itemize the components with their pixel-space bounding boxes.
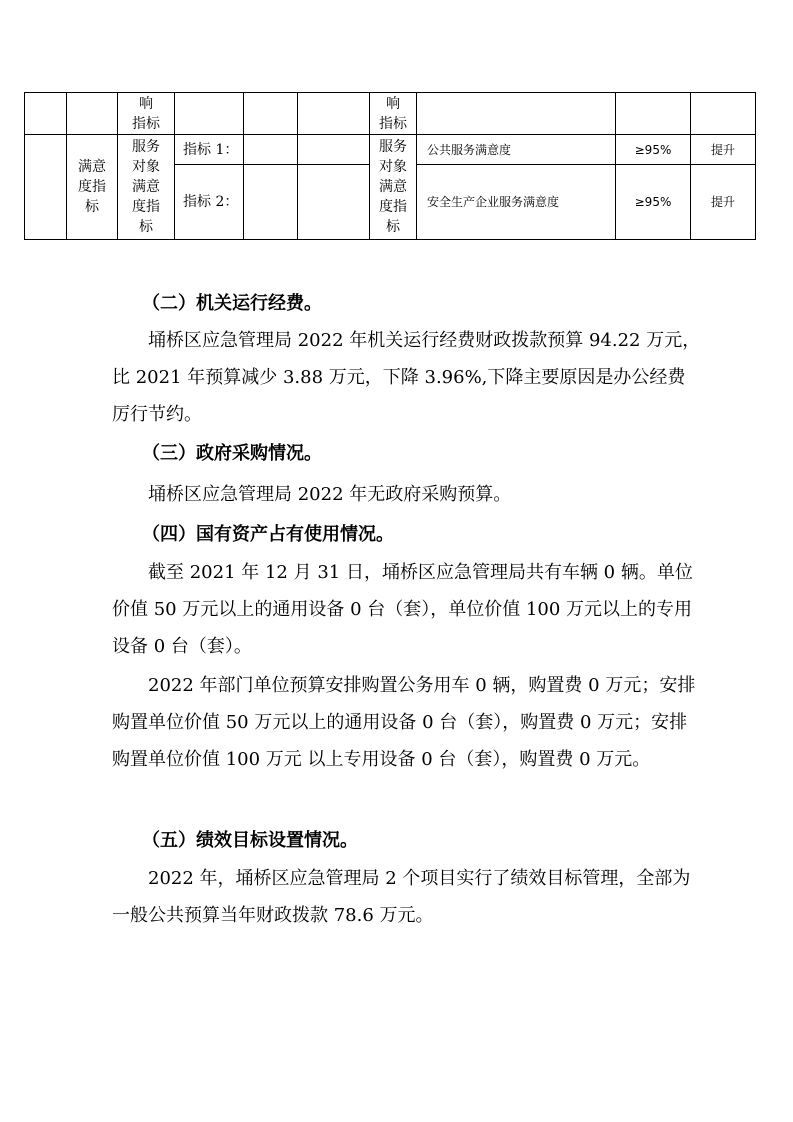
cell-text: 指标 1： bbox=[183, 141, 239, 158]
section-heading: （三）政府采购情况。 bbox=[142, 443, 322, 464]
table-cell bbox=[67, 135, 118, 240]
table-cell bbox=[175, 93, 244, 135]
table-cell bbox=[298, 93, 370, 135]
paragraph: 截至 2021 年 12 月 31 日，埇桥区应急管理局共有车辆 0 辆。单位价值 50 万元以上的通用设备 0 台（套），单位价值 100 万元以上的专用设备 0 台（套）。 bbox=[112, 562, 693, 657]
table-row bbox=[25, 93, 756, 135]
cell-text: ≥95% bbox=[634, 195, 672, 209]
cell-text: 响 指标 bbox=[379, 95, 407, 132]
paragraph: 2022 年，埇桥区应急管理局 2 个项目实行了绩效目标管理，全部为一般公共预算当年财政拨款 78.6 万元。 bbox=[112, 868, 691, 926]
table-cell bbox=[417, 93, 616, 135]
table-cell bbox=[616, 93, 691, 135]
table-cell bbox=[118, 135, 175, 240]
table-cell bbox=[67, 93, 118, 135]
cell-text: 提升 bbox=[710, 142, 735, 157]
table-cell bbox=[691, 165, 756, 240]
table-cell bbox=[118, 93, 175, 135]
table-cell bbox=[616, 165, 691, 240]
cell-text: 满意 度指 标 bbox=[78, 159, 106, 215]
table-cell bbox=[417, 165, 616, 240]
cell-text: 服务 对象 满意 度指 标 bbox=[379, 139, 407, 235]
paragraph: 2022 年部门单位预算安排购置公务用车 0 辆，购置费 0 万元；安排购置单位价值 50 万元以上的通用设备 0 台（套），购置费 0 万元；安排购置单位价值 100 万元 以上专用设备 0 台（套），购置费 0 万元。 bbox=[112, 675, 696, 770]
table-cell bbox=[370, 135, 417, 240]
performance-table bbox=[24, 92, 756, 240]
cell-text: 公共服务满意度 bbox=[427, 142, 512, 157]
cell-text: 提升 bbox=[710, 195, 735, 209]
table-cell bbox=[370, 93, 417, 135]
table-cell bbox=[244, 165, 298, 240]
table-cell bbox=[175, 135, 244, 165]
table-cell bbox=[691, 93, 756, 135]
paragraph: 埇桥区应急管理局 2022 年机关运行经费财政拨款预算 94.22 万元，比 2021 年预算减少 3.88 万元，下降 3.96%,下降主要原因是办公经费厉行节约。 bbox=[112, 330, 701, 425]
table-cell bbox=[244, 93, 298, 135]
cell-text: 服务 对象 满意 度指 标 bbox=[132, 139, 160, 235]
table-cell bbox=[417, 135, 616, 165]
cell-text: 安全生产企业服务满意度 bbox=[427, 195, 560, 209]
table-cell bbox=[298, 165, 370, 240]
cell-text: 指标 2： bbox=[183, 194, 239, 210]
section-heading: （二）机关运行经费。 bbox=[142, 293, 322, 314]
paragraph: 埇桥区应急管理局 2022 年无政府采购预算。 bbox=[148, 484, 512, 505]
table-cell bbox=[616, 135, 691, 165]
section-heading: （四）国有资产占有使用情况。 bbox=[142, 524, 394, 545]
cell-text: 响 指标 bbox=[132, 95, 160, 132]
table-cell bbox=[244, 135, 298, 165]
section-heading: （五）绩效目标设置情况。 bbox=[142, 830, 358, 851]
cell-text: ≥95% bbox=[634, 142, 672, 157]
table-cell bbox=[25, 93, 67, 135]
table-cell bbox=[175, 165, 244, 240]
table-row bbox=[25, 135, 756, 165]
table-cell bbox=[691, 135, 756, 165]
table-cell bbox=[25, 135, 67, 240]
table-cell bbox=[298, 135, 370, 165]
